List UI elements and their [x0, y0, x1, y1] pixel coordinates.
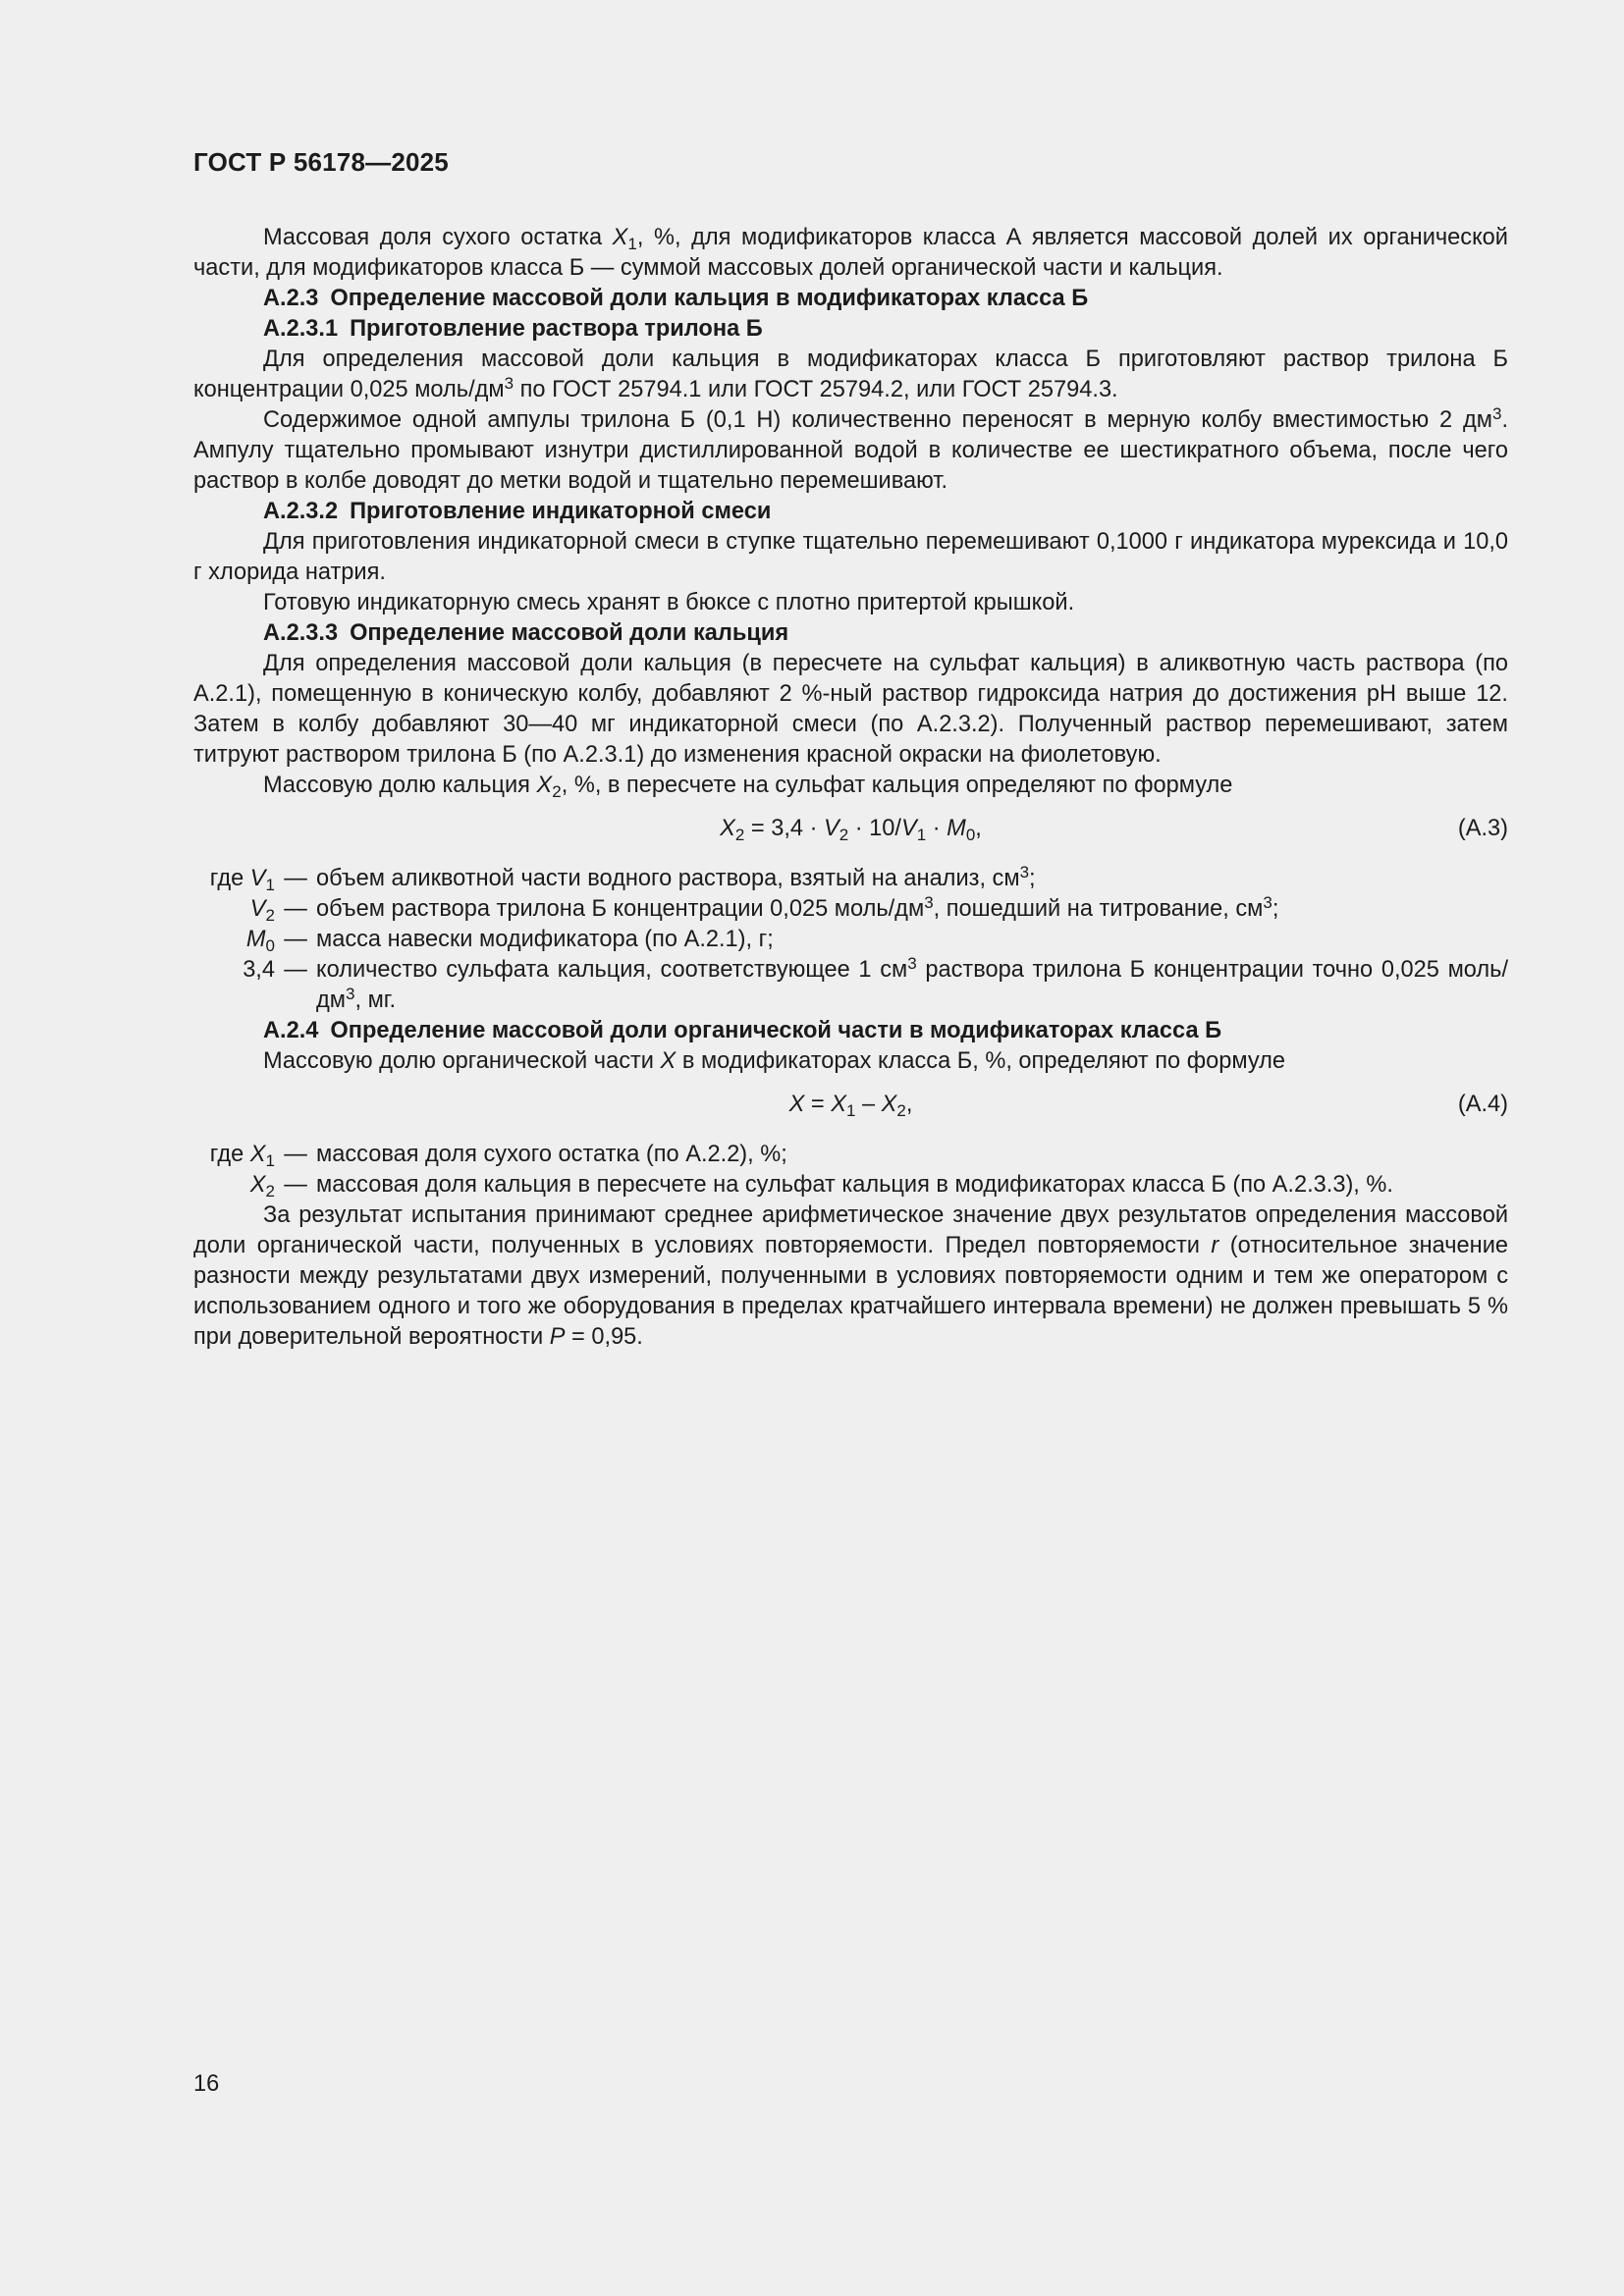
text-run: раствора трилона Б концентрации точно 0,025 моль/дм	[316, 957, 1509, 1013]
text-run: Для определения массовой доли кальция (в пересчете на сульфат кальция) в аликвотную часть раствора (по А.2.1), помещенную в коническую колбу, добавляют 2 %-ный раствор гидроксида натрия до достижения pH выше 12. Затем в колбу добавляют 30—40 мг индикаторной смеси (по А.2.3.2). Полученный раствор перемешивают, затем титруют раствором трилона Б (по А.2.3.1) до изменения красной окраски на фиолетовую.	[193, 651, 1508, 768]
subscript: 2	[552, 782, 562, 802]
text-run: =	[804, 1092, 832, 1117]
text-run: , пошедший на титрование, см	[933, 896, 1264, 922]
section-heading	[193, 284, 1508, 314]
section-heading	[193, 314, 1508, 345]
text-run: 3,4	[243, 957, 275, 983]
text-run: = 0,95.	[565, 1324, 643, 1350]
math-symbol: X	[881, 1092, 897, 1117]
em-dash: —	[284, 927, 307, 952]
section-title: Приготовление раствора трилона Б	[350, 316, 763, 342]
paragraph	[193, 588, 1508, 618]
variable-definition	[316, 955, 1508, 1016]
text-run: Массовую долю органической части	[263, 1048, 661, 1074]
math-symbol: X	[831, 1092, 846, 1117]
text-run: · 10/	[848, 816, 901, 841]
subscript: 0	[965, 826, 976, 845]
superscript: 3	[504, 374, 514, 394]
text-run: Массовая доля сухого остатка	[263, 225, 613, 250]
section-number: А.2.4	[263, 1018, 319, 1043]
subscript: 1	[845, 1101, 856, 1121]
section-number: А.2.3.3	[263, 620, 339, 646]
em-dash: —	[284, 1142, 307, 1167]
section-number: А.2.3.1	[263, 316, 339, 342]
em-dash: —	[284, 957, 307, 983]
math-symbol: X	[536, 773, 553, 798]
variable-definition	[316, 925, 1508, 955]
section-number: А.2.3.2	[263, 499, 339, 524]
paragraph	[193, 527, 1508, 588]
em-dash: —	[284, 896, 307, 922]
section-heading	[193, 1016, 1508, 1046]
formula-expression	[720, 816, 982, 845]
text-run: в модификаторах класса Б, %, определяют по формуле	[676, 1048, 1286, 1074]
text-run: Для определения массовой доли кальция в модификаторах класса Б приготовляют раствор трилона Б концентрации 0,025 моль/дм	[193, 347, 1508, 402]
text-run: объем раствора трилона Б концентрации 0,025 моль/дм	[316, 896, 925, 922]
text-run: где	[209, 866, 250, 891]
subscript: 1	[916, 826, 927, 845]
where-list	[193, 864, 1508, 1016]
page-number: 16	[193, 2071, 220, 2097]
superscript: 3	[346, 985, 355, 1004]
text-run: ·	[926, 816, 947, 841]
paragraph	[193, 345, 1508, 405]
text-run: где	[209, 1142, 250, 1167]
math-symbol: P	[549, 1324, 566, 1350]
math-symbol: X	[249, 1142, 266, 1167]
section-title: Приготовление индикаторной смеси	[350, 499, 772, 524]
subscript: 2	[265, 1182, 275, 1201]
subscript: 2	[265, 906, 275, 926]
variable-term	[193, 1140, 275, 1170]
variable-term	[193, 894, 275, 925]
text-run: = 3,4 ·	[744, 816, 825, 841]
text-run: ,	[905, 1092, 913, 1117]
formula	[193, 814, 1508, 844]
math-symbol: V	[824, 816, 839, 841]
math-symbol: X	[249, 1172, 266, 1198]
text-run: ,	[975, 816, 982, 841]
paragraph	[193, 1201, 1508, 1353]
text-run: Для приготовления индикаторной смеси в ступке тщательно перемешивают 0,1000 г индикатора мурексида и 10,0 г хлорида натрия.	[193, 529, 1508, 585]
text-run: (относительное значение разности между результатами двух измерений, полученными в условиях повторяемости одним и тем же оператором с использованием одного и того же оборудования в пределах кратчайшего интервала времени) не должен превышать 5 % при доверительной вероятности	[193, 1233, 1508, 1350]
section-number: А.2.3	[263, 286, 319, 311]
em-dash: —	[284, 1172, 307, 1198]
text-run: массовая доля кальция в пересчете на сульфат кальция в модификаторах класса Б (по А.2.3.3), %.	[316, 1172, 1393, 1198]
formula-expression	[788, 1092, 913, 1121]
formula	[193, 1090, 1508, 1120]
equation-number: (А.4)	[1457, 1092, 1508, 1117]
paragraph	[193, 771, 1508, 801]
math-symbol: r	[1211, 1233, 1219, 1258]
text-run: объем аликвотной части водного раствора, взятый на анализ, см	[316, 866, 1020, 891]
equation-number: (А.3)	[1457, 816, 1508, 841]
subscript: 2	[734, 826, 745, 845]
text-run: ;	[1029, 866, 1036, 891]
section-title: Определение массовой доли кальция	[350, 620, 789, 646]
where-list	[193, 1140, 1508, 1201]
section-title: Определение массовой доли кальция в модификаторах класса Б	[330, 286, 1089, 311]
text-run: масса навески модификатора (по А.2.1), г;	[316, 927, 774, 952]
section-heading	[193, 618, 1508, 649]
text-run: , %, для модификаторов класса А является массовой долей их органической части, для модификаторов класса Б — суммой массовых долей органической части и кальция.	[193, 225, 1508, 281]
math-symbol: V	[249, 866, 266, 891]
math-symbol: M	[947, 816, 966, 841]
text-run: ;	[1272, 896, 1279, 922]
standard-designation: ГОСТ Р 56178—2025	[193, 147, 449, 177]
paragraph	[193, 1046, 1508, 1077]
subscript: 1	[627, 235, 637, 254]
superscript: 3	[1263, 893, 1272, 913]
variable-term	[193, 925, 275, 955]
em-dash: —	[284, 866, 307, 891]
text-run: Массовую долю кальция	[263, 773, 537, 798]
math-symbol: X	[612, 225, 628, 250]
math-symbol: V	[901, 816, 917, 841]
superscript: 3	[924, 893, 934, 913]
text-run: количество сульфата кальция, соответствующее 1 см	[316, 957, 908, 983]
math-symbol: X	[660, 1048, 677, 1074]
text-run: массовая доля сухого остатка (по А.2.2), %;	[316, 1142, 787, 1167]
variable-term	[193, 1170, 275, 1201]
variable-definition	[316, 1140, 1508, 1170]
subscript: 2	[896, 1101, 906, 1121]
variable-definition	[316, 1170, 1508, 1201]
text-run: . Ампулу тщательно промывают изнутри дистиллированной водой в количестве ее шестикратного объема, после чего раствор в колбе доводят до метки водой и тщательно перемешивают.	[193, 407, 1508, 494]
superscript: 3	[1491, 404, 1502, 424]
superscript: 3	[1019, 863, 1030, 882]
subscript: 2	[839, 826, 849, 845]
math-symbol: V	[249, 896, 266, 922]
text-run: За результат испытания принимают среднее арифметическое значение двух результатов определения массовой доли органической части, полученных в условиях повторяемости. Предел повторяемости	[193, 1202, 1508, 1258]
text-run: Содержимое одной ампулы трилона Б (0,1 Н) количественно переносят в мерную колбу вместимостью 2 дм	[263, 407, 1492, 433]
superscript: 3	[907, 954, 917, 974]
text-run: по ГОСТ 25794.1 или ГОСТ 25794.2, или ГОСТ 25794.3.	[514, 377, 1118, 402]
math-symbol: X	[720, 816, 735, 841]
section-heading	[193, 497, 1508, 527]
paragraph	[193, 649, 1508, 771]
text-run: , мг.	[354, 988, 397, 1013]
variable-term	[193, 955, 275, 1016]
text-run: Готовую индикаторную смесь хранят в бюксе с плотно притертой крышкой.	[263, 590, 1075, 615]
variable-term	[193, 864, 275, 894]
text-run: , %, в пересчете на сульфат кальция определяют по формуле	[561, 773, 1233, 798]
subscript: 1	[265, 1151, 275, 1171]
math-symbol: X	[788, 1092, 805, 1117]
variable-definition	[316, 894, 1508, 925]
document-body	[193, 223, 1508, 1353]
math-symbol: M	[245, 927, 266, 952]
subscript: 1	[265, 876, 275, 895]
section-title: Определение массовой доли органической части в модификаторах класса Б	[330, 1018, 1222, 1043]
paragraph	[193, 405, 1508, 497]
variable-definition	[316, 864, 1508, 894]
text-run: –	[855, 1092, 882, 1117]
subscript: 0	[265, 936, 275, 956]
paragraph	[193, 223, 1508, 284]
